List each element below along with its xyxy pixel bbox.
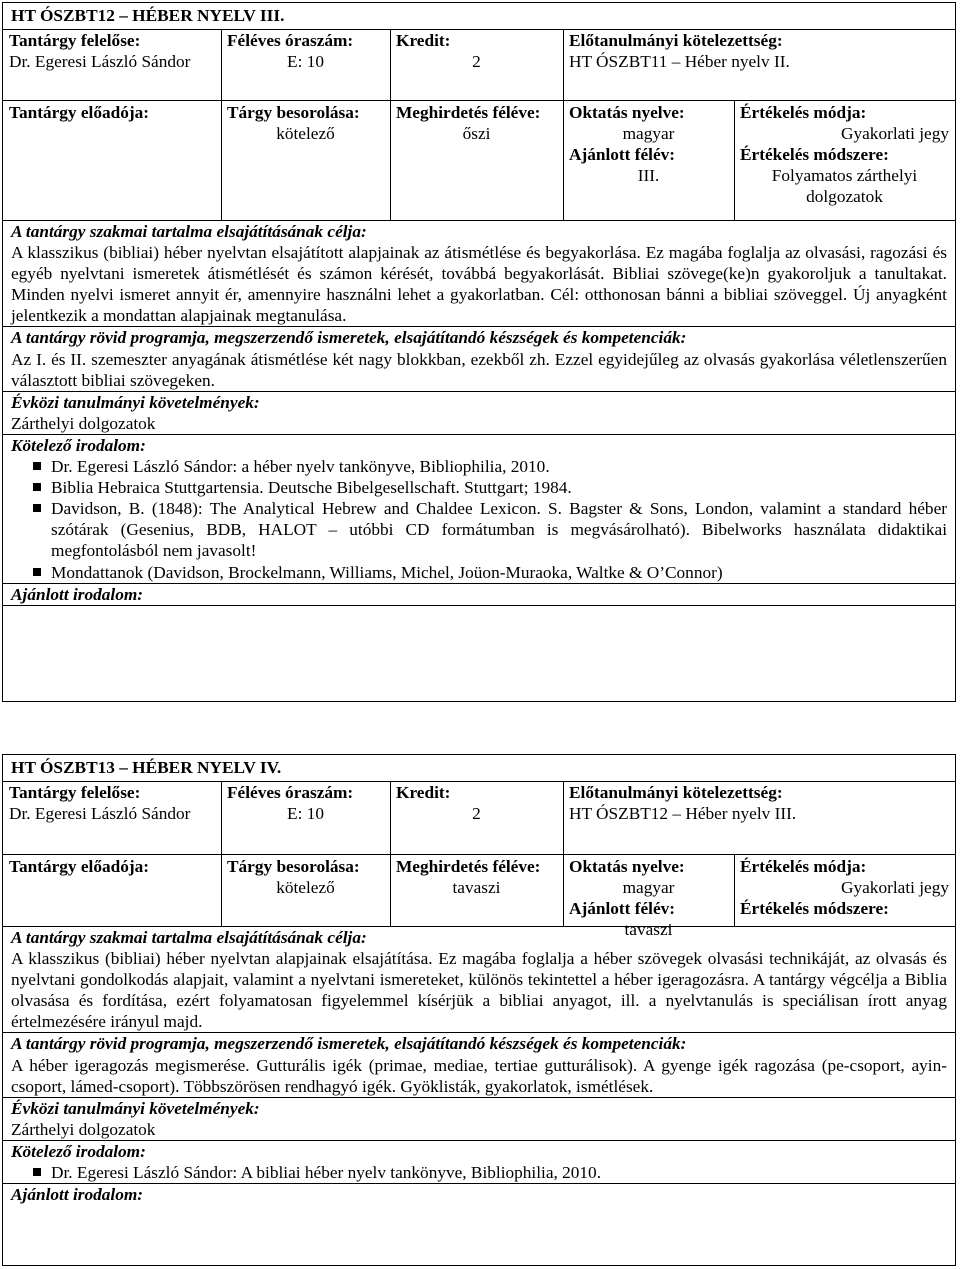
- nyelv-label: Oktatás nyelve:: [569, 857, 685, 876]
- program-heading: A tantárgy rövid programja, megszerzendő ismeretek, elsajátítandó készségek és kompetenciák:: [11, 328, 687, 348]
- kotelezo-list: [11, 1162, 947, 1183]
- program-text: A héber igeragozás megismerése. Gutturális igék (primae, mediae, tertiae gutturálisok). A gyenge igék ragozása (pe-csoport, ayin-csoport, lámed-csoport). Többszörösen rendhagyó igék. Gyöklisták, gyakorlatok, ismétlések.: [11, 1055, 947, 1096]
- list-item: Dr. Egeresi László Sándor: A bibliai héber nyelv tankönyve, Bibliophilia, 2010.: [19, 1162, 947, 1183]
- besorolas-label: Tárgy besorolása:: [227, 857, 360, 876]
- bullet-square-icon: [33, 568, 41, 576]
- evkozi-heading: Évközi tanulmányi követelmények:: [11, 392, 260, 412]
- eloado-label: Tantárgy előadója:: [9, 857, 150, 876]
- bullet-square-icon: [33, 483, 41, 491]
- felelos-label: Tantárgy felelőse:: [9, 31, 141, 50]
- felelos-label: Tantárgy felelőse:: [9, 783, 141, 802]
- besorolas-value: kötelező: [276, 124, 335, 144]
- section-ajanlott: [3, 1184, 955, 1205]
- ajanlott-label: Ajánlott félév:: [569, 899, 676, 919]
- elotan-value: HT ÓSZBT11 – Héber nyelv II.: [569, 52, 790, 72]
- ertmodsz-label: Értékelés módszere:: [740, 899, 889, 919]
- eloado-label: Tantárgy előadója:: [9, 103, 150, 122]
- ertmodsz-value: Folyamatos zárthelyi dolgozatok: [771, 166, 918, 207]
- nyelv-value: magyar: [622, 878, 675, 898]
- nyelv-value: magyar: [622, 124, 675, 144]
- section-evkozi: [3, 1098, 955, 1141]
- list-item: Biblia Hebraica Stuttgartensia. Deutsche Bibelgesellschaft. Stuttgart; 1984.: [19, 477, 947, 498]
- evkozi-heading: Évközi tanulmányi követelmények:: [11, 1098, 260, 1118]
- list-item: Davidson, B. (1848): The Analytical Hebrew and Chaldee Lexicon. S. Bagster & Sons, London, valamint a standard héber szótárak (Gesenius, BDB, HALOT – utóbbi CD formátumban is megvásárolható). Bibelworks használata didaktikai megfontolásból nem javasolt!: [19, 498, 947, 561]
- evkozi-text: Zárthelyi dolgozatok: [11, 413, 156, 433]
- besorolas-value: kötelező: [276, 878, 335, 898]
- course-title: HT ÓSZBT13 – HÉBER NYELV IV.: [3, 755, 955, 782]
- kredit-label: Kredit:: [396, 783, 451, 802]
- oraszam-label: Féléves óraszám:: [227, 783, 354, 802]
- bullet-square-icon: [33, 1168, 41, 1176]
- bullet-square-icon: [33, 462, 41, 470]
- kredit-value: 2: [472, 52, 481, 72]
- nyelv-label: Oktatás nyelve:: [569, 103, 685, 122]
- list-item: Mondattanok (Davidson, Brockelmann, Williams, Michel, Joüon-Muraoka, Waltke & O’Connor): [19, 562, 947, 583]
- ajanlott-value: III.: [637, 166, 660, 186]
- meghird-label: Meghirdetés féléve:: [396, 103, 541, 122]
- elotan-label: Előtanulmányi kötelezettség:: [569, 31, 783, 50]
- oraszam-value: E: 10: [287, 804, 324, 824]
- section-evkozi: [3, 392, 955, 435]
- kotelezo-heading: Kötelező irodalom:: [11, 1141, 146, 1161]
- bullet-square-icon: [33, 504, 41, 512]
- section-program: [3, 1033, 955, 1097]
- section-kotelezo: [3, 1141, 955, 1184]
- section-kotelezo: [3, 435, 955, 584]
- oraszam-value: E: 10: [287, 52, 324, 72]
- oraszam-label: Féléves óraszám:: [227, 31, 354, 50]
- elotan-label: Előtanulmányi kötelezettség:: [569, 783, 783, 802]
- meghird-label: Meghirdetés féléve:: [396, 857, 541, 876]
- cel-text: A klasszikus (bibliai) héber nyelvtan alapjainak elsajátítása. Ez magába foglalja a héber szövegek olvasási technikáját, az olvasás és nyelvtani gondolkodás alapjait, valamint a nyelvtani ismereteket, különös tekintettel a héber igeragozásra. A tantárgy végcélja a Biblia olvasása és fordítása, ezért folyamatosan figyelemmel kísérjük a bibliai anyagot, ill. a nyelvtanulás is speciálisan írott anyag értelmezésére irányul majd.: [11, 949, 947, 1032]
- meghird-value: őszi: [462, 124, 491, 144]
- kotelezo-heading: Kötelező irodalom:: [11, 435, 146, 455]
- felelos-value: Dr. Egeresi László Sándor: [9, 804, 191, 824]
- meghird-value: tavaszi: [452, 878, 501, 898]
- felelos-value: Dr. Egeresi László Sándor: [9, 52, 191, 72]
- program-text: Az I. és II. szemeszter anyagának átismétlése két nagy blokkban, ezekből zh. Ezzel egyidejűleg az olvasás gyakorlása véletlenszerűen választott bibliai szövegeken.: [11, 349, 947, 390]
- program-heading: A tantárgy rövid programja, megszerzendő ismeretek, elsajátítandó készségek és kompetenciák:: [11, 1034, 687, 1054]
- ertmod-label: Értékelés módja:: [740, 857, 867, 876]
- kredit-label: Kredit:: [396, 31, 451, 50]
- section-cel: [3, 927, 955, 1033]
- cel-heading: A tantárgy szakmai tartalma elsajátításának célja:: [11, 928, 367, 947]
- ertmod-value: Gyakorlati jegy: [841, 124, 949, 144]
- ertmod-value: Gyakorlati jegy: [841, 878, 949, 898]
- ajanlott-label: Ajánlott félév:: [569, 145, 676, 165]
- ajanlott-irod-heading: Ajánlott irodalom:: [11, 1185, 144, 1205]
- cel-text: A klasszikus (bibliai) héber nyelvtan elsajátított alapjainak az átismétlése és begyakorlása. Ez magába foglalja az olvasási, ragozási és egyéb nyelvtani ismeretek átismétlését és számon kérését, továbbá begyakorlását. Bibliai szövege(ke)n gyakoroljuk a tanultakat. Minden nyelvi ismeret annyit ér, amennyire használni lehet a gyakorlatban. Cél: otthonosan bánni a bibliai szöveggel. Új anyagként jelentkezik a mondattan alapjainak megtanulása.: [11, 243, 947, 326]
- section-cel: [3, 221, 955, 327]
- ajanlott-value: tavaszi: [624, 920, 673, 940]
- course-block-heber-4: [2, 754, 956, 1266]
- empty-row: [3, 605, 955, 628]
- besorolas-label: Tárgy besorolása:: [227, 103, 360, 122]
- kredit-value: 2: [472, 804, 481, 824]
- cel-heading: A tantárgy szakmai tartalma elsajátításának célja:: [11, 222, 367, 241]
- course-title: HT ÓSZBT12 – HÉBER NYELV III.: [3, 3, 955, 30]
- evkozi-text: Zárthelyi dolgozatok: [11, 1119, 156, 1139]
- section-program: [3, 327, 955, 391]
- elotan-value: HT ÓSZBT12 – Héber nyelv III.: [569, 804, 797, 824]
- list-item: Dr. Egeresi László Sándor: a héber nyelv tankönyve, Bibliophilia, 2010.: [19, 456, 947, 477]
- section-ajanlott: [3, 584, 955, 605]
- course-block-heber-3: [2, 2, 956, 702]
- ertmod-label: Értékelés módja:: [740, 103, 867, 122]
- kotelezo-list: [11, 456, 947, 583]
- course-info-grid: [3, 30, 955, 221]
- ertmodsz-label: Értékelés módszere:: [740, 145, 889, 165]
- ajanlott-irod-heading: Ajánlott irodalom:: [11, 584, 144, 604]
